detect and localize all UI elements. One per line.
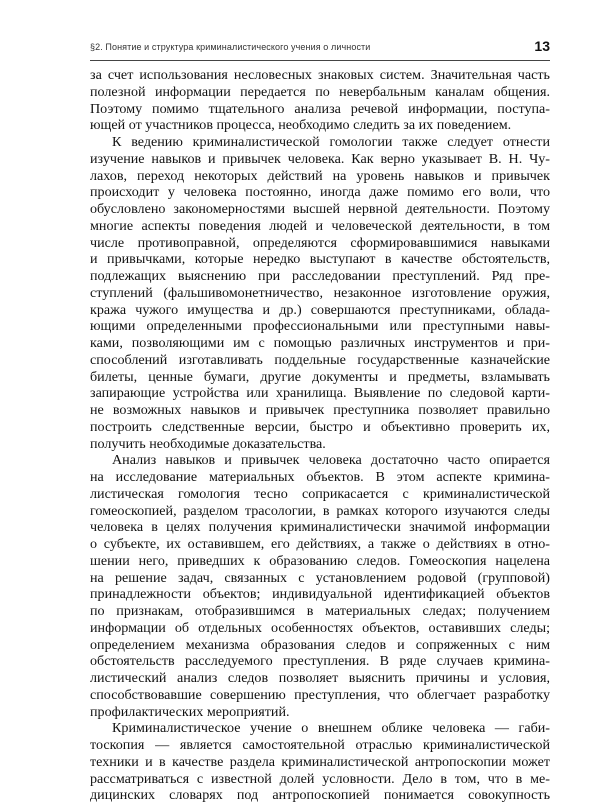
text-line: определением механизма образования следов и сопряженных с ним — [90, 636, 550, 653]
text-line: человека в целях получения криминалистически значимой информации — [90, 519, 550, 536]
header-rule — [90, 60, 550, 61]
text-line: шении него, приведших к образованию следов. Гомеоскопия нацелена — [90, 552, 550, 569]
text-line: информации об отдельных особенностях объектов, оставивших следы; — [90, 619, 550, 636]
paragraph — [90, 67, 550, 134]
text-line: Криминалистическое учение о внешнем облике человека — габи- — [112, 720, 550, 737]
text-line: полезной информации передается по невербальным каналам общения. — [90, 83, 550, 100]
text-line: запирающие устройства или хранилища. Выявление по следовой карти- — [90, 385, 550, 402]
text-line: о субъекте, их оставившем, его действиях, а также о действиях в отно- — [90, 536, 550, 552]
text-line: способствовавшие совершению преступления, что облегчает разработку — [90, 686, 550, 703]
text-line: ющими определенными профессиональными или преступными навы- — [90, 318, 550, 335]
text-line: кража чужого имущества и др.) совершаются преступниками, облада- — [90, 301, 550, 318]
text-line: тоскопия — является самостоятельной отраслью криминалистической — [90, 737, 550, 753]
text-line: способлений изготавливать поддельные государственные казначейские — [90, 351, 550, 368]
text-line: числе противоправной, определяются сформировавшимися навыками — [90, 234, 550, 251]
text-line: билеты, ценные бумаги, другие документы и предметы, взламывать — [90, 368, 550, 385]
text-line: ступлений (фальшивомонетничество, незаконное изготовление оружия, — [90, 284, 550, 301]
text-line: лахов, переход некоторых действий на уровень навыков и привычек — [90, 167, 550, 184]
text-line: изучение навыков и привычек человека. Как верно указывает В. Н. Чу- — [90, 150, 550, 167]
text-line: К ведению криминалистической гомологии также следует отнести — [112, 134, 550, 150]
text-line: на исследование материальных объектов. В этом аспекте кримина- — [90, 469, 550, 485]
text-line: и привычками, которые нередко выступают в качестве обстоятельств, — [90, 251, 550, 268]
text-line: принадлежности объектов; индивидуальной идентификацией объектов — [90, 586, 550, 603]
text-line: получить необходимые доказательства. — [90, 435, 326, 452]
text-line: подлежащих выяснению при расследовании преступлений. Ряд пре- — [90, 268, 550, 284]
text-line: построить следственные версии, быстро и объективно проверить их, — [90, 418, 550, 435]
text-line: по признакам, отобразившимся в материальных следах; получением — [90, 603, 550, 619]
text-line: происходит у человека постоянно, иногда даже помимо его воли, что — [90, 184, 550, 201]
text-line: листический анализ следов позволяет выяснить причины и условия, — [90, 670, 550, 686]
section-title: §2. Понятие и структура криминалистического учения о личности — [90, 42, 371, 52]
text-line: ками, позволяющими им с помощью различных инструментов и при- — [90, 335, 550, 351]
text-line: техники и в качестве раздела криминалистической антропоскопии может — [90, 753, 550, 770]
text-line: Поэтому помимо тщательного анализа речевой информации, поступа- — [90, 100, 550, 117]
text-line: за счет использования несловесных знаковых систем. Значительная часть — [90, 67, 550, 83]
text-line: дицинских словарях под антропоскопией понимается совокупность — [90, 787, 550, 804]
running-header — [90, 38, 550, 58]
text-line: на решение задач, связанных с установлением родовой (групповой) — [90, 569, 550, 586]
text-line: гомеоскопией, разделом трасологии, в рамках которого изучаются следы — [90, 502, 550, 519]
text-line: обусловлено закономерностями высшей нервной деятельности. Поэтому — [90, 201, 550, 217]
paragraph — [90, 452, 550, 720]
body-text — [90, 67, 550, 804]
paragraph — [90, 720, 550, 804]
text-line: не возможных навыков и привычек преступника позволяет правильно — [90, 402, 550, 418]
text-line: ющей от участников процесса, необходимо следить за их поведением. — [90, 117, 512, 134]
text-line: Анализ навыков и привычек человека достаточно часто опирается — [112, 452, 550, 469]
paragraph — [90, 134, 550, 452]
text-line: листическая гомология тесно соприкасается с криминалистической — [90, 485, 550, 502]
text-line: многие аспекты поведения людей и человеческой деятельности, в том — [90, 217, 550, 234]
text-line: рассматриваться с известной долей условности. Дело в том, что в ме- — [90, 770, 550, 787]
text-line: обстоятельств расследуемого преступления. В ряде случаев кримина- — [90, 653, 550, 670]
text-line: профилактических мероприятий. — [90, 703, 290, 720]
page-number: 13 — [534, 38, 550, 54]
